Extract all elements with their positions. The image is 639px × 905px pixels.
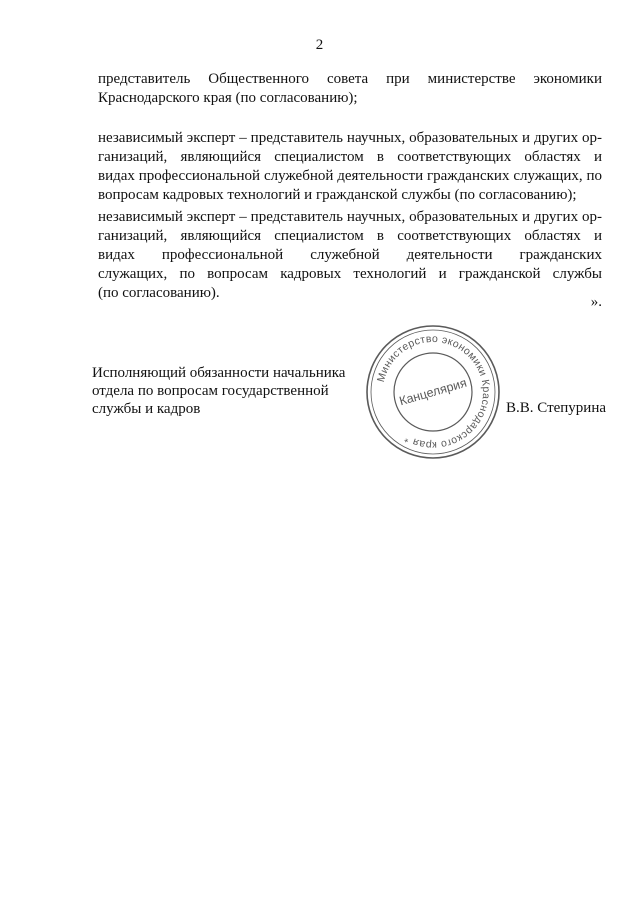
office-stamp: [363, 322, 503, 462]
paragraph-line: Краснодарского края (по согласованию);: [98, 90, 358, 106]
paragraph-line: служащих, по вопросам кадровых технологий и гражданской службы: [98, 266, 602, 282]
paragraph-line: видах профессиональной служебной деятельности гражданских служащих, по: [98, 168, 602, 184]
closing-quote: ».: [590, 294, 602, 310]
paragraph-public-council: [98, 70, 602, 108]
stamp-center-text: Канцелярия: [397, 375, 469, 409]
stamp-ring-text: Министерство экономики Краснодарского края *: [375, 332, 493, 452]
paragraph-line: независимый эксперт – представитель научных, образовательных и других ор-: [98, 209, 602, 225]
signatory-position-line: Исполняющий обязанности начальника: [92, 365, 346, 381]
paragraph-independent-expert-1: [98, 129, 602, 205]
signatory-name: В.В. Степурина: [506, 400, 607, 416]
page-number: 2: [315, 37, 324, 53]
signatory-position-line: службы и кадров: [92, 401, 201, 417]
signatory-position: [92, 364, 372, 418]
signatory-position-line: отдела по вопросам государственной: [92, 383, 329, 399]
paragraph-line: видах профессиональной служебной деятельности гражданских: [98, 247, 602, 263]
paragraph-line: представитель Общественного совета при министерстве экономики: [98, 71, 602, 87]
paragraph-line: вопросам кадровых технологий и гражданской службы (по согласованию);: [98, 187, 577, 203]
paragraph-line: независимый эксперт – представитель научных, образовательных и других ор-: [98, 130, 602, 146]
paragraph-line: ганизаций, являющийся специалистом в соответствующих областях и: [98, 149, 602, 165]
paragraph-line: ганизаций, являющийся специалистом в соответствующих областях и: [98, 228, 602, 244]
paragraph-line: (по согласованию).: [98, 285, 220, 301]
paragraph-independent-expert-2: [98, 208, 602, 303]
